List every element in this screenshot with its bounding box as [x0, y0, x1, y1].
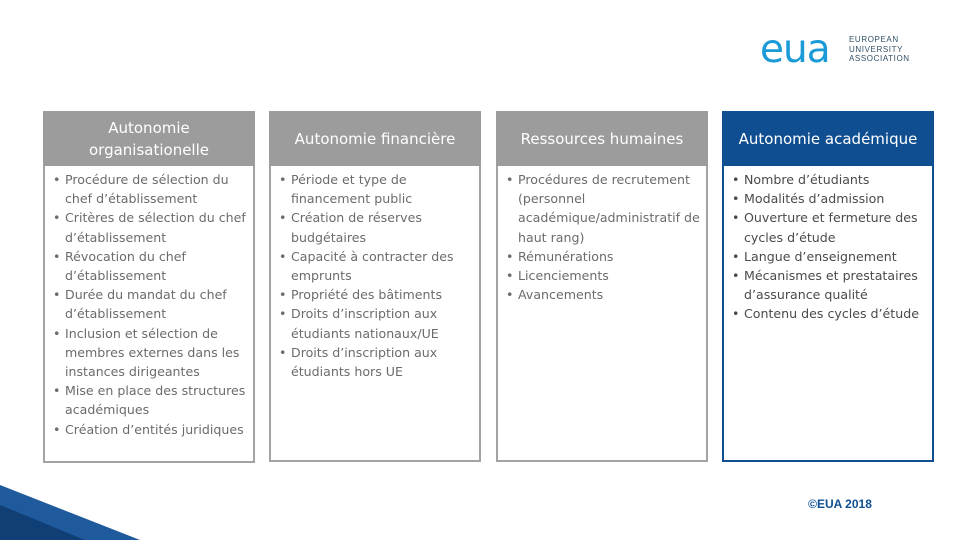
logo-line: UNIVERSITY — [849, 44, 904, 54]
list-item: • Langue d’enseignement — [728, 247, 928, 266]
column-header: Autonomie académique — [722, 111, 934, 166]
list-item: • Propriété des bâtiments — [275, 285, 475, 304]
eua-logo-mark: eua — [760, 27, 830, 72]
list-item: • Mise en place des structures académiques — [49, 381, 249, 419]
column-academic — [722, 111, 934, 462]
list-item: • Modalités d’admission — [728, 189, 928, 208]
list-item: • Licenciements — [502, 266, 702, 285]
list-item: • Contenu des cycles d’étude — [728, 304, 928, 323]
list-item: • Création de réserves budgétaires — [275, 208, 475, 246]
list-item: • Procédures de recrutement (personnel académique/administratif de haut rang) — [502, 170, 702, 247]
list-item: • Inclusion et sélection de membres externes dans les instances dirigeantes — [49, 324, 249, 382]
list-item: • Nombre d’étudiants — [728, 170, 928, 189]
column-header: Autonomie financière — [269, 111, 481, 166]
bullet-list — [49, 170, 249, 439]
bullet-list — [275, 170, 475, 381]
eua-logo-text — [849, 35, 929, 64]
eua-logo — [760, 27, 920, 72]
list-item: • Ouverture et fermeture des cycles d’étude — [728, 208, 928, 246]
column-human-resources — [496, 111, 708, 462]
column-body — [496, 166, 708, 462]
column-financial — [269, 111, 481, 462]
logo-line: EUROPEAN — [849, 35, 899, 44]
logo-line: ASSOCIATION — [849, 54, 910, 63]
bullet-list — [728, 170, 928, 324]
list-item: • Création d’entités juridiques — [49, 420, 249, 439]
list-item: • Capacité à contracter des emprunts — [275, 247, 475, 285]
column-header: Autonomie organisationelle — [43, 111, 255, 166]
copyright-notice: ©EUA 2018 — [808, 497, 872, 511]
list-item: • Avancements — [502, 285, 702, 304]
list-item: • Critères de sélection du chef d’établissement — [49, 208, 249, 246]
column-body — [43, 166, 255, 463]
list-item: • Révocation du chef d’établissement — [49, 247, 249, 285]
decorative-corner-shape — [0, 485, 140, 540]
list-item: • Période et type de financement public — [275, 170, 475, 208]
column-body — [722, 166, 934, 462]
column-organisational — [43, 111, 255, 463]
column-body — [269, 166, 481, 462]
list-item: • Durée du mandat du chef d’établissement — [49, 285, 249, 323]
list-item: • Droits d’inscription aux étudiants nationaux/UE — [275, 304, 475, 342]
list-item: • Droits d’inscription aux étudiants hors UE — [275, 343, 475, 381]
list-item: • Mécanismes et prestataires d’assurance qualité — [728, 266, 928, 304]
column-header: Ressources humaines — [496, 111, 708, 166]
list-item: • Rémunérations — [502, 247, 702, 266]
bullet-list — [502, 170, 702, 304]
list-item: • Procédure de sélection du chef d’établissement — [49, 170, 249, 208]
